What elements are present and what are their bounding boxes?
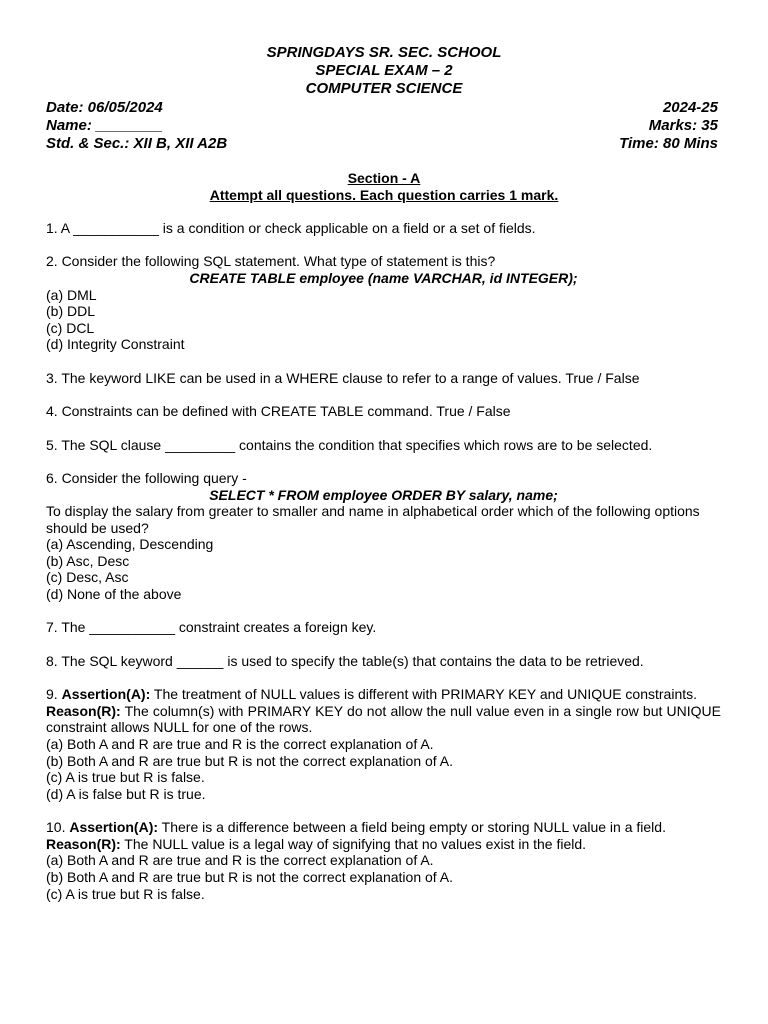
q7-text-end: constraint creates a foreign key. — [174, 619, 377, 636]
section-instruction: Attempt all questions. Each question carries 1 mark. — [209, 187, 559, 203]
q10-reason-text: The NULL value is a legal way of signifying that no values exist in the field. — [120, 835, 587, 852]
q10-option: (a) Both A and R are true and R is the correct explanation of A. — [46, 852, 434, 869]
exam-title: SPECIAL EXAM – 2 — [315, 62, 453, 79]
question-9 — [46, 686, 721, 802]
q6-stem: 6. Consider the following query - — [46, 469, 247, 486]
student-name-field: Name: ________ — [46, 117, 163, 134]
q9-reason-text: The column(s) with PRIMARY KEY do not allow the null value even in a single row but UNIQUE constraint allows NULL for one of the rows. — [46, 702, 721, 736]
q9-assertion-label: Assertion(A): — [61, 686, 151, 703]
section-title: Section - A — [347, 170, 421, 186]
q5-text-start: 5. The SQL clause — [46, 436, 166, 453]
q9-number: 9. — [46, 686, 62, 703]
question-3 — [46, 370, 721, 387]
exam-date: Date: 06/05/2024 — [46, 99, 163, 116]
question-1 — [46, 220, 721, 237]
q2-option: (c) DCL — [46, 319, 95, 336]
question-10 — [46, 819, 721, 902]
q6-question-text: To display the salary from greater to smaller and name in alphabetical order which of the following options should be used? — [46, 503, 700, 536]
q5-text-end: contains the condition that specifies which rows are to be selected. — [235, 436, 653, 453]
meta-row-date — [46, 99, 718, 117]
q9-assertion — [46, 686, 721, 703]
q2-option: (b) DDL — [46, 303, 96, 320]
q2-sql-code: CREATE TABLE employee (name VARCHAR, id INTEGER); — [189, 269, 578, 286]
q9-reason-label: Reason(R): — [46, 702, 121, 719]
question-5 — [46, 437, 721, 454]
q10-option: (b) Both A and R are true but R is not the correct explanation of A. — [46, 868, 454, 885]
q10-reason — [46, 836, 721, 853]
std-section: Std. & Sec.: XII B, XII A2B — [46, 135, 228, 152]
q8-blank: ______ — [176, 652, 224, 669]
q9-option: (b) Both A and R are true but R is not the correct explanation of A. — [46, 752, 454, 769]
q10-reason-label: Reason(R): — [46, 835, 121, 852]
q10-assertion-text: There is a difference between a field being empty or storing NULL value in a field. — [158, 819, 666, 836]
question-6 — [46, 470, 721, 603]
q1-blank: ___________ — [73, 220, 159, 236]
q3-text: 3. The keyword LIKE can be used in a WHERE clause to refer to a range of values. True / False — [46, 369, 640, 386]
q5-blank: _________ — [165, 436, 236, 453]
q1-text-end: is a condition or check applicable on a field or a set of fields. — [158, 220, 536, 236]
meta-row-name — [46, 117, 718, 135]
max-marks: Marks: 35 — [648, 117, 718, 134]
q2-stem: 2. Consider the following SQL statement. What type of statement is this? — [46, 253, 496, 270]
q9-reason — [46, 703, 721, 736]
q8-text-end: is used to specify the table(s) that contains the data to be retrieved. — [223, 652, 644, 669]
q8-text-start: 8. The SQL keyword — [46, 652, 177, 669]
q2-option: (a) DML — [46, 286, 97, 303]
question-4 — [46, 403, 721, 420]
q9-option: (d) A is false but R is true. — [46, 785, 206, 802]
q4-text: 4. Constraints can be defined with CREATE TABLE command. True / False — [46, 403, 511, 420]
q7-blank: ___________ — [89, 619, 175, 636]
meta-row-class — [46, 135, 718, 153]
question-8 — [46, 653, 721, 670]
q10-number: 10. — [46, 819, 70, 836]
question-list — [46, 220, 721, 919]
q6-sql-code: SELECT * FROM employee ORDER BY salary, name; — [209, 486, 558, 503]
session-year: 2024-25 — [662, 99, 718, 116]
section-heading — [46, 170, 722, 204]
q10-assertion-label: Assertion(A): — [69, 819, 159, 836]
q2-option: (d) Integrity Constraint — [46, 336, 185, 353]
q7-text-start: 7. The — [46, 619, 90, 636]
q10-assertion — [46, 819, 721, 836]
q6-option: (d) None of the above — [46, 586, 182, 603]
q6-option: (a) Ascending, Descending — [46, 536, 214, 553]
q9-option: (c) A is true but R is false. — [46, 769, 205, 786]
school-header — [46, 44, 722, 98]
question-7 — [46, 619, 721, 636]
q6-option: (c) Desc, Asc — [46, 569, 129, 586]
q6-option: (b) Asc, Desc — [46, 552, 130, 569]
q1-text-start: 1. A — [46, 220, 74, 236]
question-2 — [46, 253, 721, 353]
q9-option: (a) Both A and R are true and R is the correct explanation of A. — [46, 736, 434, 753]
q10-option: (c) A is true but R is false. — [46, 885, 205, 902]
school-name: SPRINGDAYS SR. SEC. SCHOOL — [266, 44, 502, 61]
subject-title: COMPUTER SCIENCE — [305, 80, 463, 97]
time-allowed: Time: 80 Mins — [619, 135, 718, 152]
q9-assertion-text: The treatment of NULL values is different with PRIMARY KEY and UNIQUE constraints. — [150, 686, 698, 703]
